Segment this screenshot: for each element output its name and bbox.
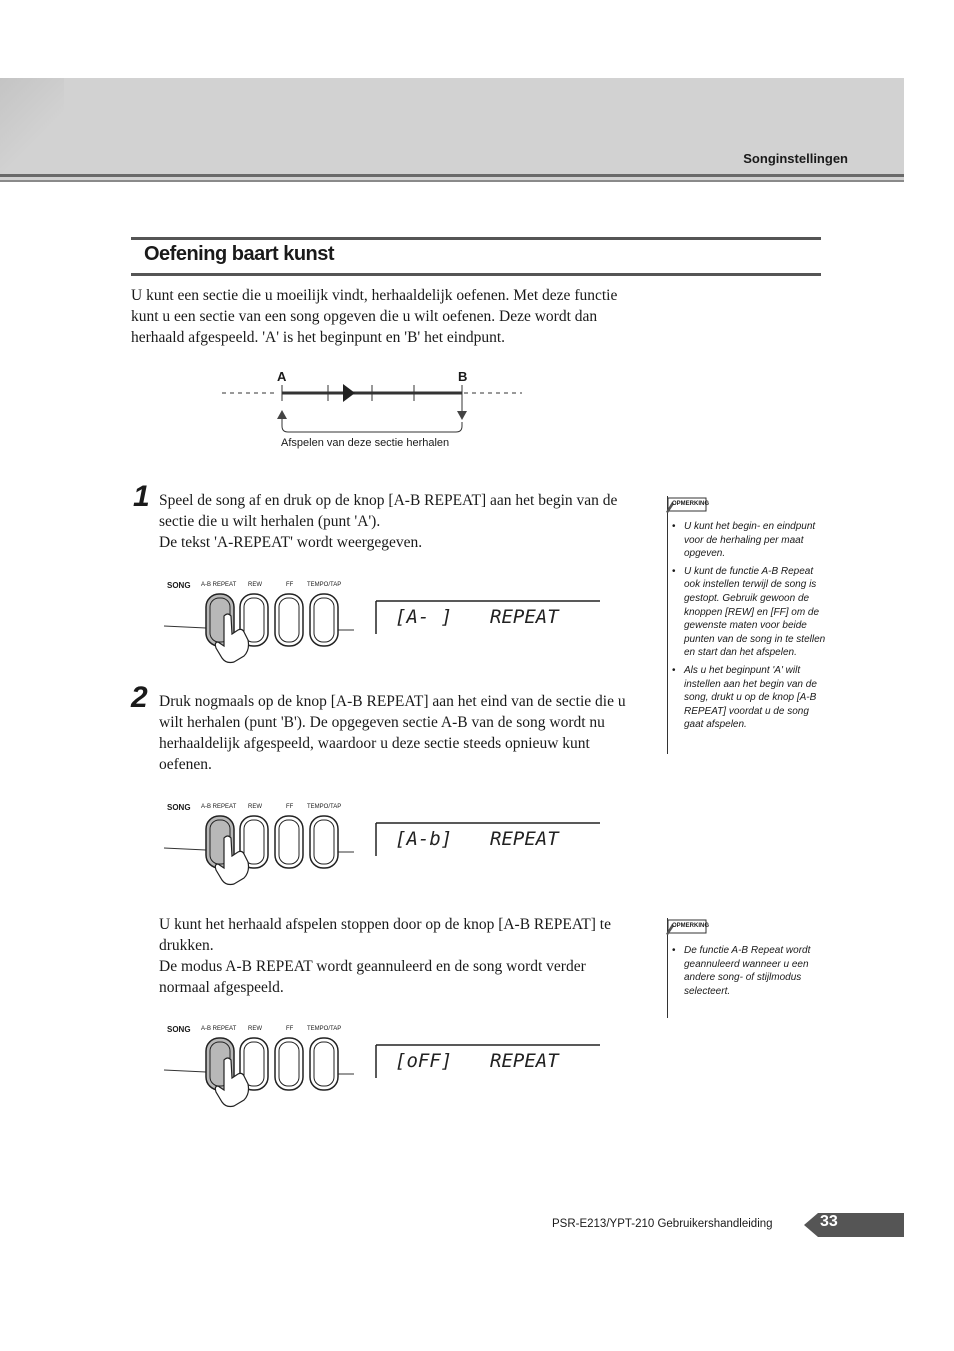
note-box bbox=[667, 496, 826, 754]
tempo-label: TEMPO/TAP bbox=[307, 1026, 342, 1032]
note-badge-label: OPMERKING bbox=[672, 923, 710, 929]
footer-manual-title: PSR-E213/YPT-210 Gebruikershandleiding bbox=[552, 1218, 773, 1230]
note-item: • U kunt het begin- en eindpunt voor de herhaling per maat opgeven. bbox=[672, 520, 826, 561]
song-label: SONG bbox=[167, 1025, 191, 1034]
step-number: 2 bbox=[131, 681, 148, 714]
ff-label: FF bbox=[286, 582, 294, 588]
tempo-label: TEMPO/TAP bbox=[307, 804, 342, 810]
ff-label: FF bbox=[286, 804, 294, 810]
lcd-bracket-text: [oFF] bbox=[395, 1050, 453, 1072]
control-panel-illustration bbox=[160, 582, 600, 682]
page-title: Oefening baart kunst bbox=[144, 243, 335, 265]
song-label: SONG bbox=[167, 803, 191, 812]
note-badge-label: OPMERKING bbox=[672, 501, 710, 507]
note-box bbox=[667, 918, 826, 1018]
note-item: • U kunt de functie A-B Repeat ook instellen terwijl de song is gestopt. Gebruik gewoon de knoppen [REW] en [FF] om de gewenste maten voor beide punten van de song in te stellen en start dan het afspelen. bbox=[672, 565, 826, 660]
point-b-label: B bbox=[458, 369, 468, 384]
title-rule-top bbox=[131, 237, 821, 240]
panel-buttons bbox=[160, 590, 360, 664]
header-band bbox=[0, 78, 904, 182]
step-2-text: Druk nogmaals op de knop [A-B REPEAT] aan het eind van de sectie die u wilt herhalen (punt 'B'). De opgegeven sectie A-B van de song wordt nu herhaaldelijk afgespeeld, waardoor u deze sectie steeds opnieuw kunt oefenen. bbox=[159, 693, 626, 773]
lcd-mode-text: REPEAT bbox=[490, 828, 559, 850]
panel-buttons bbox=[160, 812, 360, 886]
note-item: • Als u het beginpunt 'A' wilt instellen aan het begin van de song, drukt u op de knop [A-B REPEAT] voordat u de song gaat afspelen. bbox=[672, 664, 826, 732]
header-rule bbox=[0, 180, 904, 182]
ff-label: FF bbox=[286, 1026, 294, 1032]
rew-label: REW bbox=[248, 804, 262, 810]
stop-repeat-text: U kunt het herhaald afspelen stoppen door op de knop [A-B REPEAT] te drukken. De modus A-B REPEAT wordt geannuleerd en de song wordt verder normaal afgespeeld. bbox=[159, 916, 611, 996]
page-number-tab bbox=[804, 1213, 904, 1237]
song-label: SONG bbox=[167, 581, 191, 590]
section-name: Songinstellingen bbox=[743, 151, 848, 166]
control-panel-illustration bbox=[160, 1026, 600, 1126]
page-number: 33 bbox=[820, 1213, 838, 1230]
panel-buttons bbox=[160, 1034, 360, 1108]
lcd-bracket-text: [A-b] bbox=[395, 828, 453, 850]
step-1-text: Speel de song af en druk op de knop [A-B REPEAT] aan het begin van de sectie die u wilt herhalen (punt 'A'). De tekst 'A-REPEAT' wordt weergegeven. bbox=[159, 492, 618, 551]
intro-paragraph: U kunt een sectie die u moeilijk vindt, herhaaldelijk oefenen. Met deze functie kunt u een sectie van een song opgeven die u wilt oefenen. Deze wordt dan herhaald afgespeeld. 'A' is het beginpunt en 'B' het eindpunt. bbox=[131, 287, 618, 346]
ab-repeat-label: A-B REPEAT bbox=[201, 1026, 237, 1032]
rew-label: REW bbox=[248, 582, 262, 588]
lcd-mode-text: REPEAT bbox=[490, 1050, 559, 1072]
lcd-mode-text: REPEAT bbox=[490, 606, 559, 628]
play-direction-arrow bbox=[343, 384, 355, 402]
lcd-bracket-text: [A- ] bbox=[395, 606, 453, 628]
ab-repeat-label: A-B REPEAT bbox=[201, 804, 237, 810]
rew-label: REW bbox=[248, 1026, 262, 1032]
tempo-label: TEMPO/TAP bbox=[307, 582, 342, 588]
header-rule bbox=[0, 174, 904, 177]
step-number: 1 bbox=[133, 480, 150, 513]
diagram-caption: Afspelen van deze sectie herhalen bbox=[281, 437, 450, 449]
control-panel-illustration bbox=[160, 804, 600, 904]
ab-repeat-label: A-B REPEAT bbox=[201, 582, 237, 588]
point-a-label: A bbox=[277, 369, 287, 384]
note-item: • De functie A-B Repeat wordt geannuleerd wanneer u een andere song- of stijlmodus selecteert. bbox=[672, 944, 826, 998]
title-rule-bottom bbox=[131, 273, 821, 276]
